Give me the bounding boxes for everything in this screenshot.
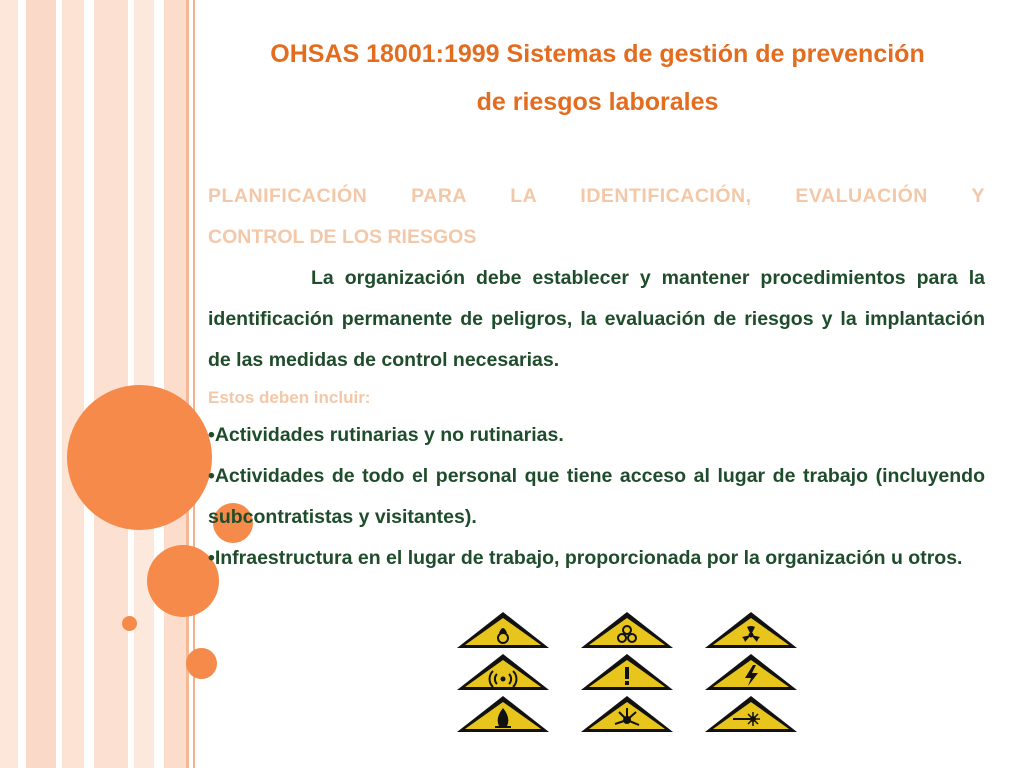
section-heading-line-1: PLANIFICACIÓN PARA LA IDENTIFICACIÓN, EVALUACIÓN Y bbox=[208, 185, 985, 207]
section-heading-line-2: CONTROL DE LOS RIESGOS bbox=[208, 226, 477, 248]
wireless-radiation-icon bbox=[455, 652, 551, 692]
slide-content bbox=[208, 176, 985, 579]
decorative-circle-large bbox=[67, 385, 212, 530]
flammable-hazard-icon bbox=[455, 694, 551, 734]
slide-title bbox=[210, 30, 985, 126]
biohazard-icon bbox=[579, 610, 675, 650]
radiation-hazard-icon bbox=[703, 610, 799, 650]
general-warning-icon bbox=[579, 652, 675, 692]
hazard-signs-grid bbox=[455, 610, 800, 735]
explosive-hazard-icon bbox=[579, 694, 675, 734]
bullet-item: •Infraestructura en el lugar de trabajo, proporcionada por la organización u otros. bbox=[208, 547, 963, 569]
bullet-item: •Actividades rutinarias y no rutinarias. bbox=[208, 424, 564, 446]
laser-hazard-icon bbox=[703, 694, 799, 734]
decorative-circle-tiny bbox=[186, 648, 217, 679]
decorative-circle-dot bbox=[122, 616, 137, 631]
title-line-1: OHSAS 18001:1999 Sistemas de gestión de prevención bbox=[270, 40, 925, 68]
bullet-item: •Actividades de todo el personal que tiene acceso al lugar de trabajo (incluyendo subcontratistas y visitantes). bbox=[208, 465, 985, 528]
oxidizing-hazard-icon bbox=[455, 610, 551, 650]
list-intro: Estos deben incluir: bbox=[208, 388, 371, 407]
electrical-hazard-icon bbox=[703, 652, 799, 692]
decorative-stripes bbox=[0, 0, 200, 768]
body-paragraph: La organización debe establecer y mantener procedimientos para la identificación permanente de peligros, la evaluación de riesgos y la implantación de las medidas de control necesarias. bbox=[208, 267, 985, 371]
title-line-2: de riesgos laborales bbox=[476, 88, 719, 116]
